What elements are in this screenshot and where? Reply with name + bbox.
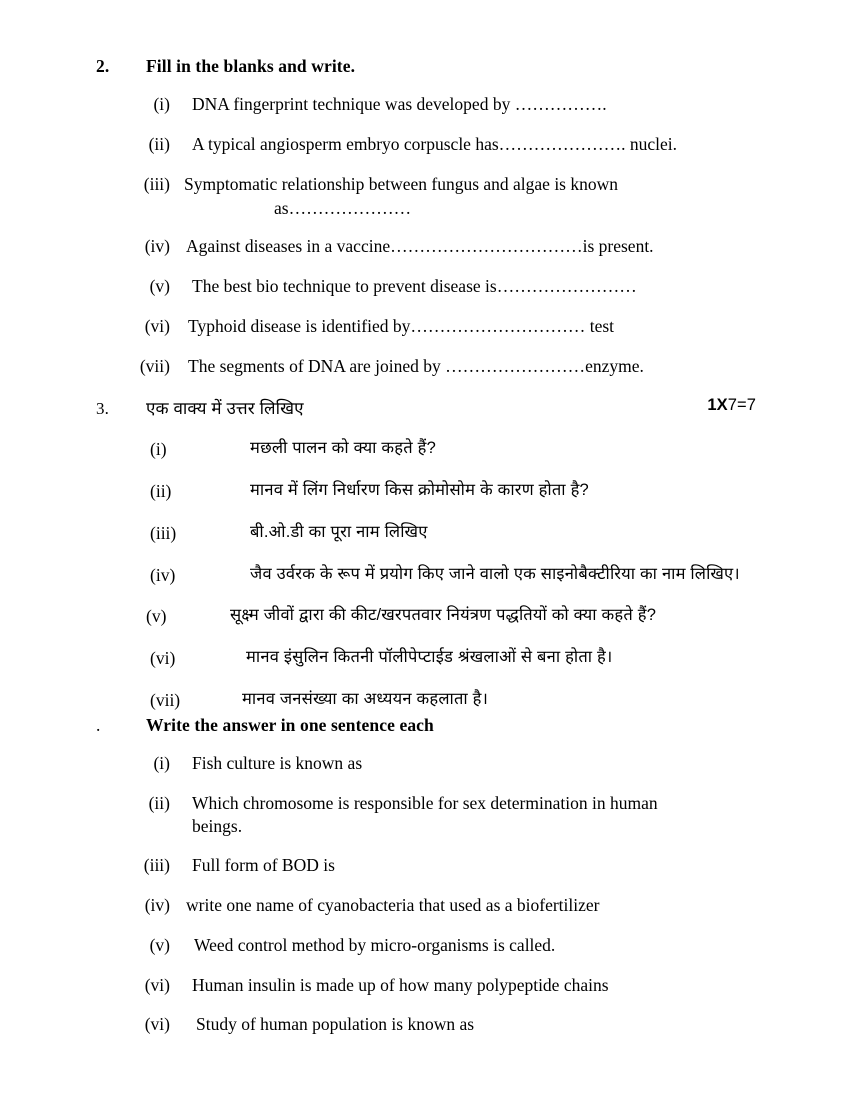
question-2-heading <box>96 56 756 77</box>
question-3en-title: Write the answer in one sentence each <box>146 715 434 735</box>
item-roman: (vi) <box>150 648 176 669</box>
list-item <box>96 437 756 462</box>
question-block-3 <box>96 396 756 713</box>
list-item <box>96 1013 756 1036</box>
question-3en-number: . <box>96 715 101 735</box>
list-item <box>96 688 756 713</box>
question-3en-heading <box>96 715 756 736</box>
list-item <box>96 479 756 504</box>
item-text: A typical angiosperm embryo corpuscle has…………………. nuclei. <box>192 133 678 154</box>
list-item <box>96 355 756 378</box>
item-text: write one name of cyanobacteria that used as a biofertilizer <box>186 895 600 915</box>
list-item-continuation <box>96 198 756 219</box>
list-item <box>96 854 756 877</box>
question-3-heading <box>96 396 756 419</box>
item-text: Fish culture is known as <box>192 753 363 773</box>
item-roman: (iv) <box>144 236 170 257</box>
item-roman: (iii) <box>150 522 177 543</box>
list-item <box>96 974 756 997</box>
item-text: Symptomatic relationship between fungus and algae is known <box>184 173 619 194</box>
item-text: मानव में लिंग निर्धारण किस क्रोमोसोम के कारण होता है? <box>250 480 589 499</box>
item-text: Study of human population is known as <box>196 1014 475 1035</box>
item-roman: (ii) <box>148 133 170 154</box>
list-item <box>96 93 756 116</box>
question-3-title: एक वाक्य में उत्तर लिखिए <box>146 399 304 418</box>
item-text: The best bio technique to prevent disease is…………………… <box>192 276 637 296</box>
item-text: Against diseases in a vaccine……………………………is present. <box>186 236 654 257</box>
item-roman: (iv) <box>144 895 170 915</box>
item-text: The segments of DNA are joined by ……………………enzyme. <box>188 355 644 376</box>
list-item <box>96 173 756 196</box>
question-3en-items <box>96 752 756 1036</box>
item-text: Weed control method by micro-organisms is called. <box>194 934 556 955</box>
item-text: Full form of BOD is <box>192 855 335 876</box>
item-roman: (vii) <box>150 690 181 711</box>
question-3-marks <box>707 396 756 415</box>
item-text: मानव जनसंख्या का अध्ययन कहलाता है। <box>242 690 489 709</box>
list-item <box>96 934 756 957</box>
item-roman: (v) <box>149 934 170 955</box>
list-item <box>96 315 756 338</box>
question-2-number: 2. <box>96 56 110 76</box>
item-text: मानव इंसुलिन कितनी पॉलीपेप्टाईड श्रंखलाओं से बना होता है। <box>246 648 613 667</box>
item-roman: (iii) <box>143 173 170 194</box>
question-2-items <box>96 93 756 377</box>
list-item <box>96 894 756 917</box>
question-2-title: Fill in the blanks and write. <box>146 56 356 76</box>
list-item <box>96 604 756 629</box>
item-roman: (v) <box>146 606 167 627</box>
item-text: Human insulin is made up of how many polypeptide chains <box>192 974 609 995</box>
item-text: बी.ओ.डी का पूरा नाम लिखिए <box>250 522 428 541</box>
list-item <box>96 792 756 838</box>
item-roman: (vi) <box>144 315 170 336</box>
marks-multiplier: 1X <box>707 396 728 414</box>
item-text: Which chromosome is responsible for sex determination in human beings. <box>192 792 658 836</box>
item-roman: (i) <box>153 94 170 114</box>
item-roman: (vi) <box>144 974 170 995</box>
list-item <box>96 133 756 156</box>
item-roman: (vi) <box>144 1014 170 1035</box>
item-text-continued: as………………… <box>274 198 412 219</box>
list-item <box>96 521 756 546</box>
item-text: DNA fingerprint technique was developed by ……………. <box>192 94 607 114</box>
list-item <box>96 563 756 588</box>
item-roman: (ii) <box>150 480 172 501</box>
list-item <box>96 235 756 258</box>
item-text: जैव उर्वरक के रूप में प्रयोग किए जाने वालो एक साइनोबैक्टीरिया का नाम लिखिए। <box>250 564 740 583</box>
item-roman: (iv) <box>150 564 176 585</box>
item-text: मछली पालन को क्या कहते हैं? <box>250 439 436 457</box>
list-item <box>96 646 756 671</box>
question-block-2 <box>96 56 756 377</box>
item-roman: (iii) <box>143 855 170 876</box>
marks-total: 7=7 <box>727 396 756 414</box>
item-roman: (vii) <box>139 355 170 376</box>
item-text: Typhoid disease is identified by………………………… test <box>188 315 615 336</box>
question-block-3-english <box>96 715 756 1036</box>
item-roman: (i) <box>153 753 170 773</box>
item-roman: (v) <box>149 276 170 296</box>
list-item <box>96 275 756 298</box>
question-3-number: 3. <box>96 399 109 418</box>
question-3-items <box>96 437 756 713</box>
list-item <box>96 752 756 775</box>
item-roman: (i) <box>150 439 167 459</box>
item-text: सूक्ष्म जीवों द्वारा की कीट/खरपतवार नियंत्रण पद्धतियों को क्या कहते हैं? <box>230 606 657 625</box>
item-roman: (ii) <box>148 792 170 813</box>
